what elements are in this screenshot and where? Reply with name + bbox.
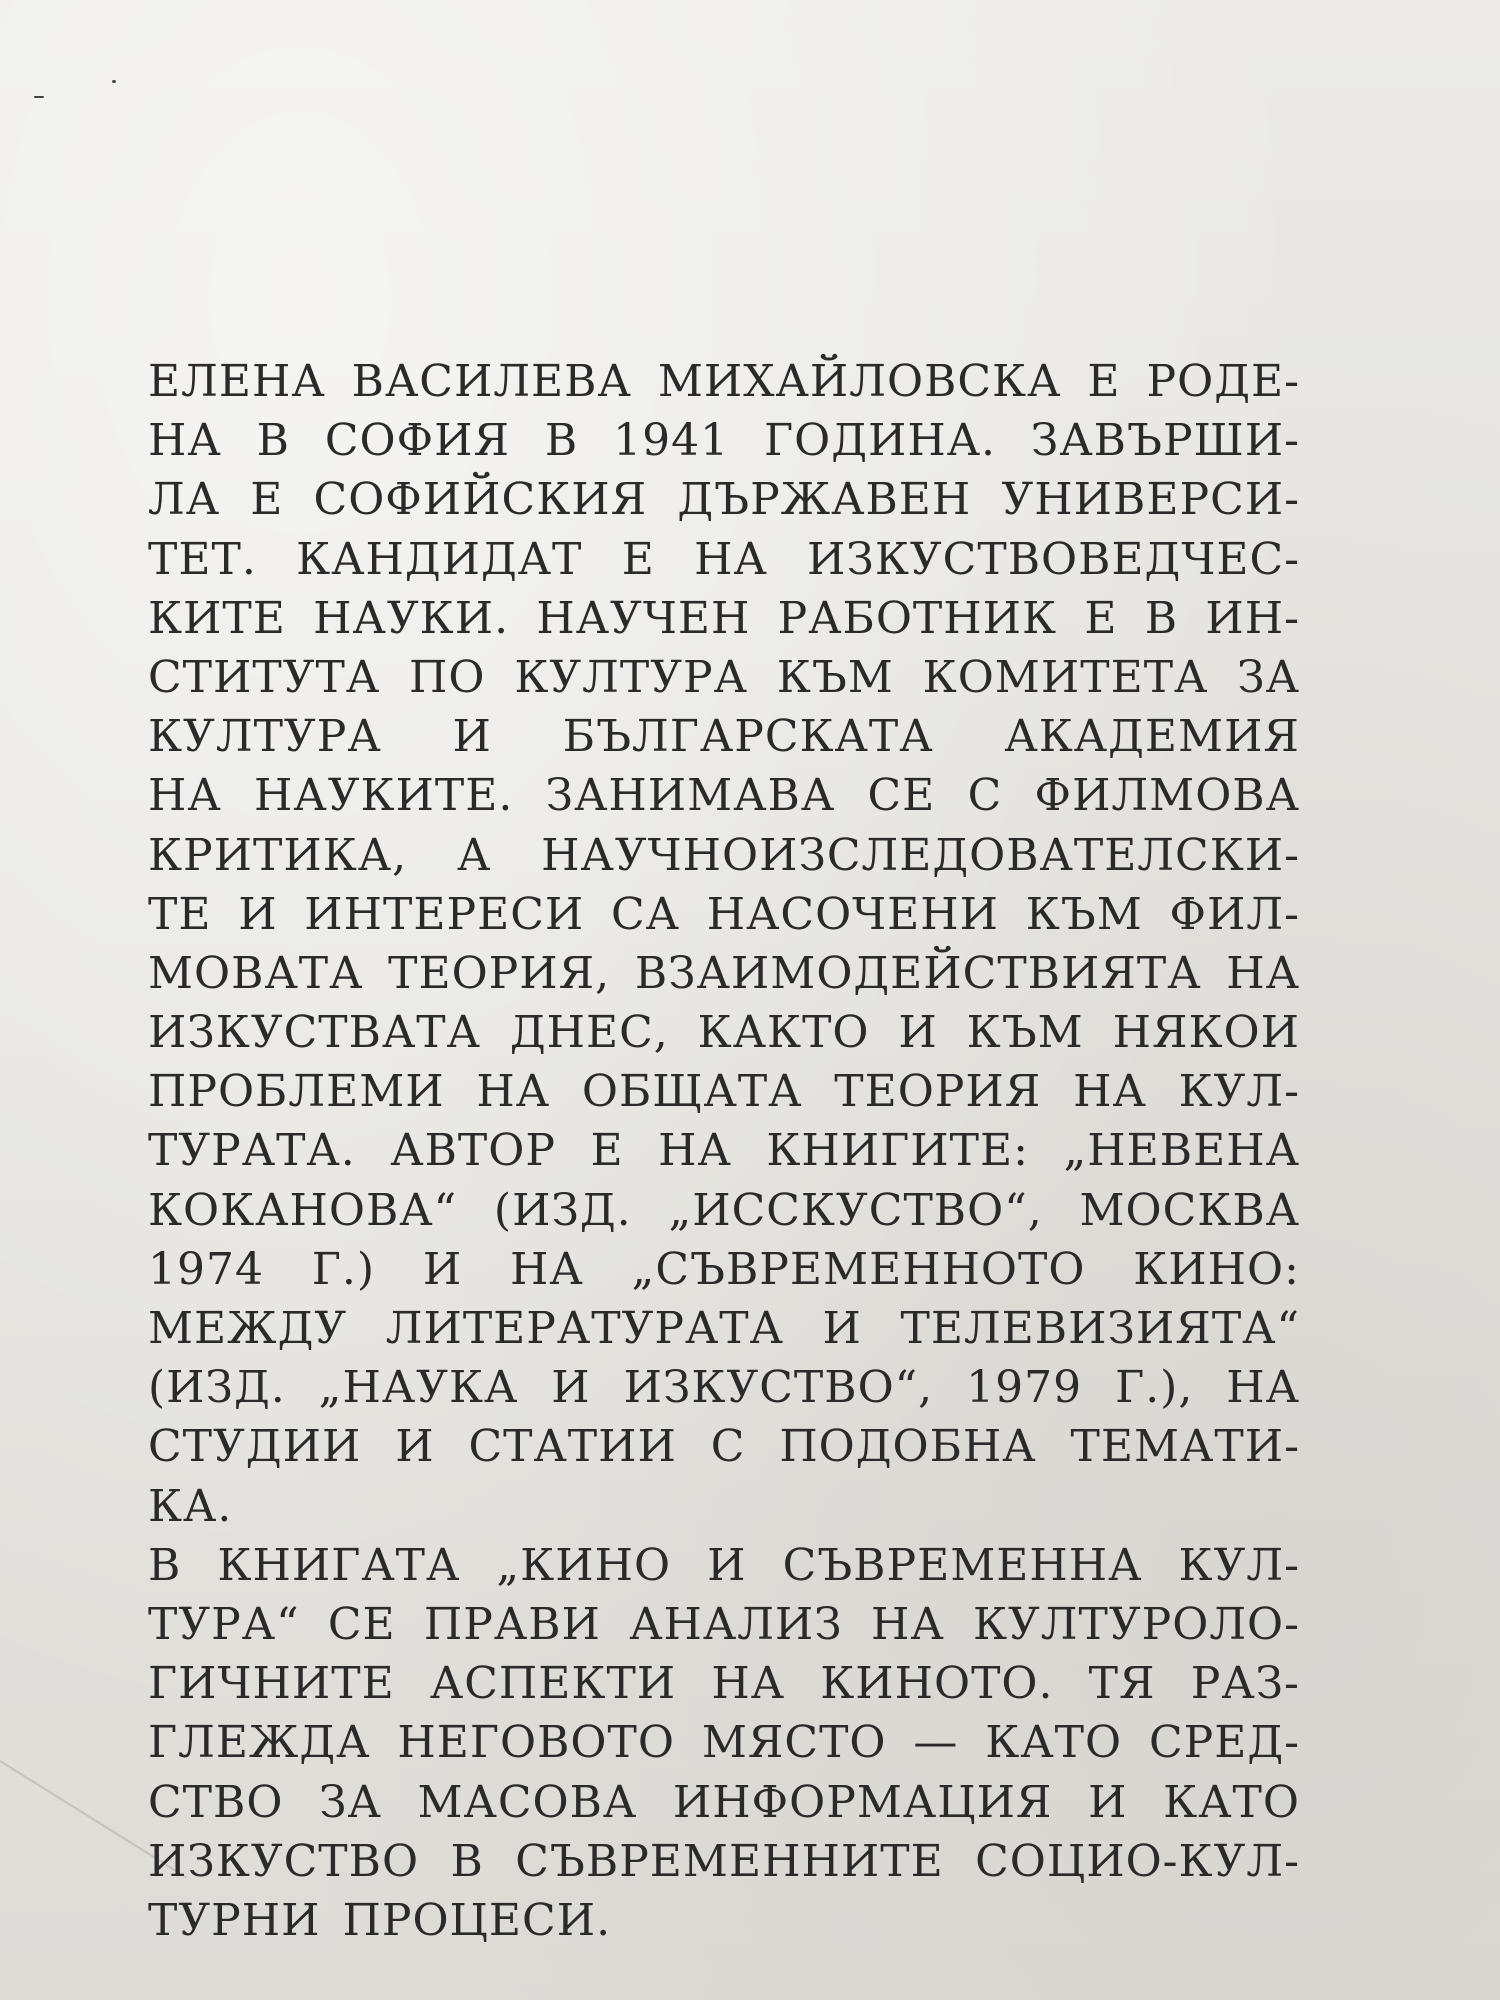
word: И: [551, 1362, 591, 1414]
word: ИНТЕРЕСИ: [304, 888, 585, 940]
word: „ИССКУСТВО“,: [668, 1184, 1043, 1236]
word: ВЗАИМОДЕЙСТВИЯТА: [634, 947, 1202, 999]
ink-speck: [112, 80, 116, 83]
word: И: [452, 711, 492, 763]
word: ФИЛМОВА: [1034, 770, 1300, 822]
word: ИНФОРМАЦИЯ: [672, 1776, 1053, 1828]
word: КАНДИДАТ: [296, 533, 583, 585]
word: МЯСТО: [701, 1717, 887, 1769]
word: КУЛ-: [1178, 1066, 1300, 1118]
word: ПРАВИ: [423, 1598, 601, 1650]
word: ПОДОБНА: [779, 1421, 1037, 1473]
word: „НЕВЕНА: [1063, 1125, 1300, 1177]
word: ЛИТЕРАТУРАТА: [385, 1303, 784, 1354]
word: НА: [510, 1243, 584, 1295]
word: МОВАТА: [148, 947, 364, 999]
word: „КИНО: [496, 1539, 672, 1591]
word: КАКТО: [697, 1007, 870, 1059]
word: ЗА: [1237, 651, 1300, 703]
word: КИНОТО.: [820, 1658, 1054, 1710]
word: КНИГИТЕ:: [766, 1125, 1029, 1177]
word: С: [710, 1421, 746, 1473]
word: ОБЩАТА: [581, 1066, 803, 1118]
word: МЕЖДУ: [148, 1303, 348, 1354]
word: КУЛТУРОЛО-: [972, 1598, 1300, 1650]
text-line: [148, 1062, 1300, 1121]
word: 1979: [966, 1362, 1083, 1414]
word: ПО: [409, 651, 486, 703]
word: СА: [610, 888, 680, 940]
word: (ИЗД.: [148, 1362, 286, 1414]
word: КАТО: [1163, 1776, 1300, 1828]
text-line: [148, 1773, 1300, 1832]
word: И: [422, 1243, 463, 1295]
word: НА: [870, 1598, 945, 1650]
word: КАТО: [985, 1717, 1123, 1769]
word: НА: [658, 1125, 732, 1177]
word: НА: [476, 1066, 551, 1118]
text-line: [148, 1536, 1300, 1595]
word: РАЗ-: [1190, 1658, 1300, 1710]
word: ТЯ: [1088, 1658, 1156, 1710]
word: КОКАНОВА“: [148, 1184, 458, 1236]
word: И: [822, 1303, 862, 1354]
word: КНИГАТА: [217, 1539, 461, 1591]
word: Г.): [311, 1243, 376, 1295]
ink-speck: [34, 96, 44, 98]
word: И: [898, 1007, 938, 1059]
word: Е: [250, 474, 284, 526]
word: НА: [694, 533, 768, 585]
word: ГЛЕЖДА: [148, 1717, 371, 1769]
word: КИНО:: [1133, 1243, 1300, 1295]
text-line: [148, 1240, 1300, 1299]
word: 1941: [613, 415, 730, 467]
word: Е: [1084, 592, 1118, 644]
word: 1974: [148, 1243, 264, 1295]
text-line: [148, 589, 1300, 648]
word: КУЛ-: [1178, 1539, 1300, 1591]
word: НА: [148, 770, 222, 822]
text-line: [148, 766, 1300, 825]
word: СТАТИИ: [468, 1421, 677, 1473]
word: Г.),: [1115, 1362, 1194, 1414]
word: НАУЧНОИЗСЛЕДОВАТЕЛСКИ-: [541, 829, 1300, 881]
word: ИЗКУСТВОВЕДЧЕС-: [807, 533, 1300, 585]
word: ТЕЛЕВИЗИЯТА“: [900, 1303, 1300, 1354]
word: ЗА: [319, 1776, 382, 1828]
word: КУЛТУРА: [148, 711, 382, 763]
word: (ИЗД.: [493, 1184, 632, 1236]
word: Е: [590, 1125, 624, 1177]
text-line: [148, 1358, 1300, 1417]
word: УНИВЕРСИ-: [1001, 474, 1300, 526]
word: НА: [1073, 1066, 1147, 1118]
word: ТЕ: [148, 888, 212, 940]
word: НАУКИ.: [313, 592, 510, 644]
word: НАУКИТЕ.: [254, 770, 514, 822]
word: ТЕОРИЯ,: [388, 947, 611, 999]
word: СЕ: [327, 1598, 396, 1650]
word: КУЛТУРА: [514, 651, 748, 703]
text-line: [148, 707, 1300, 766]
word: ТУРАТА.: [148, 1125, 356, 1177]
word: ГИЧНИТЕ: [148, 1658, 395, 1710]
word: ТУРНИ: [148, 1894, 321, 1946]
word: „СЪВРЕМЕННОТО: [631, 1243, 1086, 1295]
word: НА: [1226, 1362, 1300, 1414]
word: НЕГОВОТО: [397, 1717, 675, 1769]
word: СЪВРЕМЕННА: [782, 1539, 1143, 1591]
word: СОЦИО-КУЛ-: [975, 1835, 1300, 1887]
word: АСПЕКТИ: [429, 1658, 677, 1710]
word: ЕЛЕНА: [148, 356, 326, 407]
word: КОМИТЕТА: [922, 651, 1209, 703]
word: Е: [1087, 356, 1121, 407]
word: РОДЕ-: [1146, 356, 1300, 407]
word: КЪМ: [776, 651, 894, 703]
word: АНАЛИЗ: [629, 1598, 843, 1650]
word: СОФИЯ: [324, 415, 510, 467]
text-line: [148, 530, 1300, 589]
word: ЛА: [148, 474, 221, 526]
word: КРИТИКА,: [148, 829, 408, 881]
word: ВАСИЛЕВА: [351, 356, 632, 407]
word: С: [967, 770, 1003, 822]
word: МИХАЙЛОВСКА: [657, 356, 1062, 407]
word: ТЕМАТИ-: [1070, 1421, 1300, 1473]
word: ТУРА“: [148, 1598, 300, 1650]
word: ЗАВЪРШИ-: [1030, 415, 1300, 467]
word: НА: [711, 1658, 786, 1710]
text-line: [148, 470, 1300, 529]
word: НАСОЧЕНИ: [706, 888, 1000, 940]
word: НАУЧЕН: [536, 592, 751, 644]
word: КЪМ: [1025, 888, 1143, 940]
word: В: [450, 1835, 484, 1887]
text-line: [148, 1299, 1300, 1358]
word: ДНЕС,: [509, 1007, 669, 1059]
word: РАБОТНИК: [777, 592, 1058, 644]
word: ФИЛ-: [1169, 888, 1300, 940]
word: СОФИЙСКИЯ: [313, 474, 648, 526]
word: ИЗКУСТВАТА: [148, 1007, 481, 1059]
text-line: [148, 885, 1300, 944]
word: КИТЕ: [148, 592, 286, 644]
word: СРЕД-: [1148, 1717, 1300, 1769]
text-line: [148, 1654, 1300, 1713]
word: АВТОР: [390, 1125, 556, 1177]
word: И: [707, 1539, 747, 1591]
word: СЪВРЕМЕННИТЕ: [515, 1835, 944, 1887]
word: —: [913, 1717, 959, 1769]
text-line: [148, 1832, 1300, 1891]
text-line: [148, 826, 1300, 885]
word: НА: [148, 415, 222, 467]
word: ИЗКУСТВО“,: [623, 1362, 934, 1414]
word: ИН-: [1205, 592, 1300, 644]
word: „НАУКА: [318, 1362, 519, 1414]
word: В: [256, 415, 290, 467]
word: В: [544, 415, 579, 467]
word: ПРОЦЕСИ.: [342, 1894, 612, 1946]
text-line: [148, 1121, 1300, 1180]
word: СТИТУТА: [148, 651, 381, 703]
text-line: [148, 352, 1300, 411]
word: ПРОБЛЕМИ: [148, 1066, 445, 1118]
word: В: [1144, 592, 1179, 644]
word: ТЕОРИЯ: [834, 1066, 1042, 1118]
word: Е: [621, 533, 655, 585]
text-line: [148, 1181, 1300, 1240]
word: ТЕТ.: [148, 533, 257, 585]
word: МАСОВА: [417, 1776, 638, 1828]
word: СТВО: [148, 1776, 284, 1828]
text-line: [148, 1713, 1300, 1772]
word: СТУДИИ: [148, 1421, 362, 1473]
text-line: [148, 1477, 1300, 1536]
author-bio-text-block: [148, 352, 1300, 1950]
word: МОСКВА: [1079, 1184, 1300, 1236]
word: КА.: [148, 1480, 233, 1532]
word: НА: [1226, 947, 1300, 999]
word: ГОДИНА.: [764, 415, 997, 467]
word: ИЗКУСТВО: [148, 1835, 420, 1887]
word: СЕ: [867, 770, 936, 822]
word: И: [238, 888, 278, 940]
word: ЗАНИМАВА: [545, 770, 836, 822]
word: И: [1088, 1776, 1128, 1828]
word: В: [148, 1539, 182, 1591]
text-line: [148, 944, 1300, 1003]
word: А: [456, 829, 492, 881]
word: БЪЛГАРСКАТА: [562, 711, 934, 763]
word: АКАДЕМИЯ: [1004, 711, 1300, 763]
word: ДЪРЖАВЕН: [677, 474, 972, 526]
word: КЪМ: [966, 1007, 1084, 1059]
text-line: [148, 1891, 1300, 1950]
word: И: [395, 1421, 435, 1473]
text-line: [148, 1595, 1300, 1654]
word: НЯКОИ: [1112, 1007, 1300, 1059]
text-line: [148, 411, 1300, 470]
text-line: [148, 1417, 1300, 1476]
text-line: [148, 1003, 1300, 1062]
text-line: [148, 648, 1300, 707]
